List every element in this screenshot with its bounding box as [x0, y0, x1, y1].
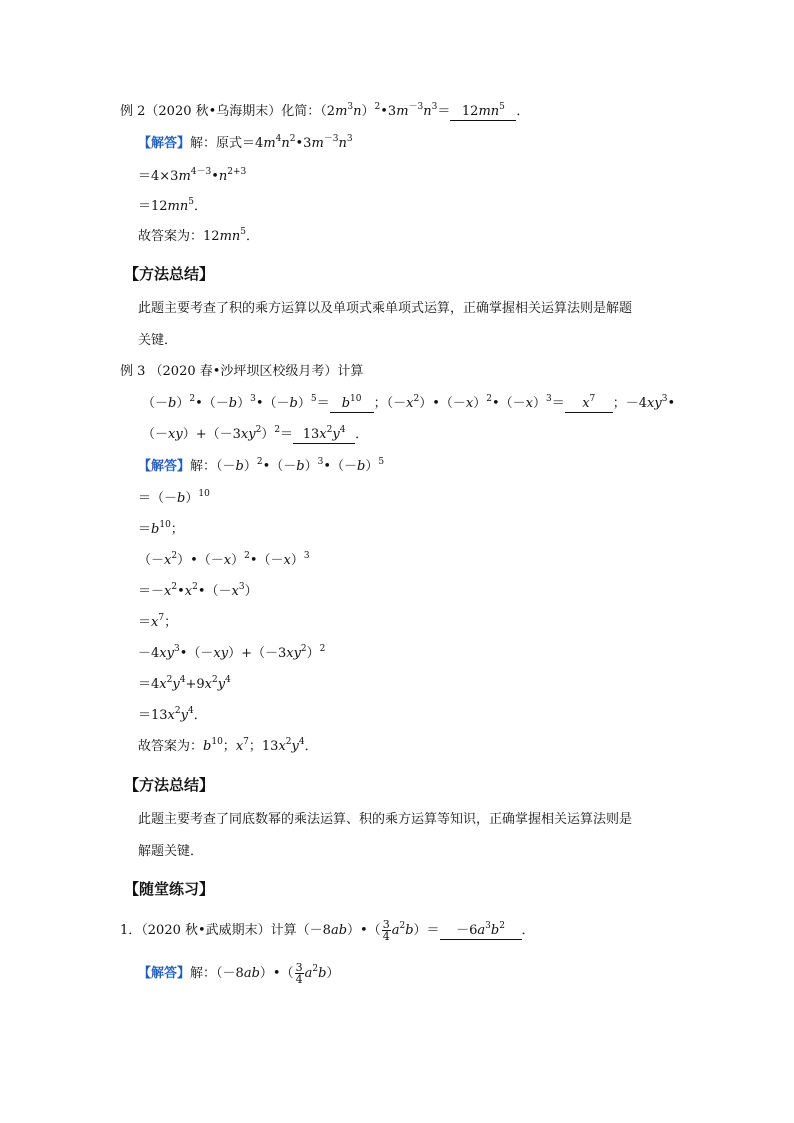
answer-label: 【解答】	[138, 136, 191, 151]
example-2-solution-line-1: 【解答】解：原式$=4m^4n^2•3m^{-3}n^3$	[138, 134, 353, 151]
example-3-title: 例 3 （2020 春•沙坪坝区校级月考）计算	[120, 364, 364, 379]
fraction: $\frac{3}{4}$	[295, 961, 303, 986]
example-2-solution-line-3: $=12mn^5$．	[138, 197, 207, 214]
practice-heading: 【随堂练习】	[124, 880, 215, 898]
example-3-solution-line-6: $=x^7$；	[138, 613, 178, 630]
example-2-answer-blank: $12mn^5$	[450, 103, 516, 121]
practice-answer-blank: $-6a^3b^2$	[440, 922, 522, 940]
example-3-solution-line-2: $=(-b)^{10}$	[138, 489, 210, 506]
example-3-blank-2: $x^7$	[565, 395, 613, 413]
practice-question-1: 1．（2020 秋•武威期末）计算（－8ab）•（ $\frac{3}{4}$ $a^2b)= -6a^3b^2$ ．	[120, 918, 535, 943]
example-2-question: 例 2（2020 秋•乌海期末）化简：$(2m^3n)^2•3m^{-3}n^3= 12mn^5$ ．	[120, 102, 530, 119]
example-3-solution-line-8: $=4x^2y^4+9x^2y^4$	[138, 675, 231, 692]
method-summary-heading-1: 【方法总结】	[124, 265, 215, 283]
example-3-solution-line-4: $(-x^2)•(-x)^2•(-x)^3$	[138, 551, 310, 568]
example-3-blank-3: $13x^2y^4$	[293, 426, 355, 444]
method-summary-2-line-2: 解题关键．	[138, 844, 204, 859]
method-summary-1-line-1: 此题主要考查了积的乘方运算以及单项式乘单项式运算，正确掌握相关运算法则是解题	[138, 301, 633, 316]
method-summary-1-line-2: 关键．	[138, 333, 178, 348]
answer-label: 【解答】	[138, 966, 191, 981]
example-3-question-line-1: $(-b)^2•(-b)^3•(-b)^5= b^{10}$ ；$(-x^2)•(-x)^2•(-x)^3= x^7$ ；$-4xy^3•$	[142, 394, 676, 411]
example-3-blank-1: $b^{10}$	[330, 395, 374, 413]
example-2-conclusion: 故答案为：$12mn^5$．	[138, 227, 260, 244]
example-3-conclusion: 故答案为：$b^{10}$；$x^7$；$13x^2y^4$．	[138, 737, 318, 754]
example-3-solution-line-5: $=-x^2•x^2•(-x^3)$	[138, 582, 258, 599]
example-3-solution-line-3: $=b^{10}$；	[138, 520, 184, 537]
example-3-solution-line-7: $-4xy^3•(-xy)+(-3xy^2)^2$	[138, 644, 326, 661]
example-3-question-line-2: $(-xy)+(-3xy^2)^2= 13x^2y^4$ ．	[142, 425, 369, 442]
example-3-solution-line-9: $=13x^2y^4$．	[138, 706, 207, 723]
answer-label: 【解答】	[138, 459, 191, 474]
example-2-solution-line-2: $=4\times 3m^{4-3}•n^{2+3}$	[138, 167, 247, 184]
example-3-solution-line-1: 【解答】解：$(-b)^2•(-b)^3•(-b)^5$	[138, 457, 385, 474]
method-summary-heading-2: 【方法总结】	[124, 776, 215, 794]
method-summary-2-line-1: 此题主要考查了同底数幂的乘法运算、积的乘方运算等知识，正确掌握相关运算法则是	[138, 812, 633, 827]
practice-solution-line-1: 【解答】解：（－8ab）•（ $\frac{3}{4}$ $a^2b$）	[138, 961, 340, 986]
fraction: $\frac{3}{4}$	[382, 918, 390, 943]
